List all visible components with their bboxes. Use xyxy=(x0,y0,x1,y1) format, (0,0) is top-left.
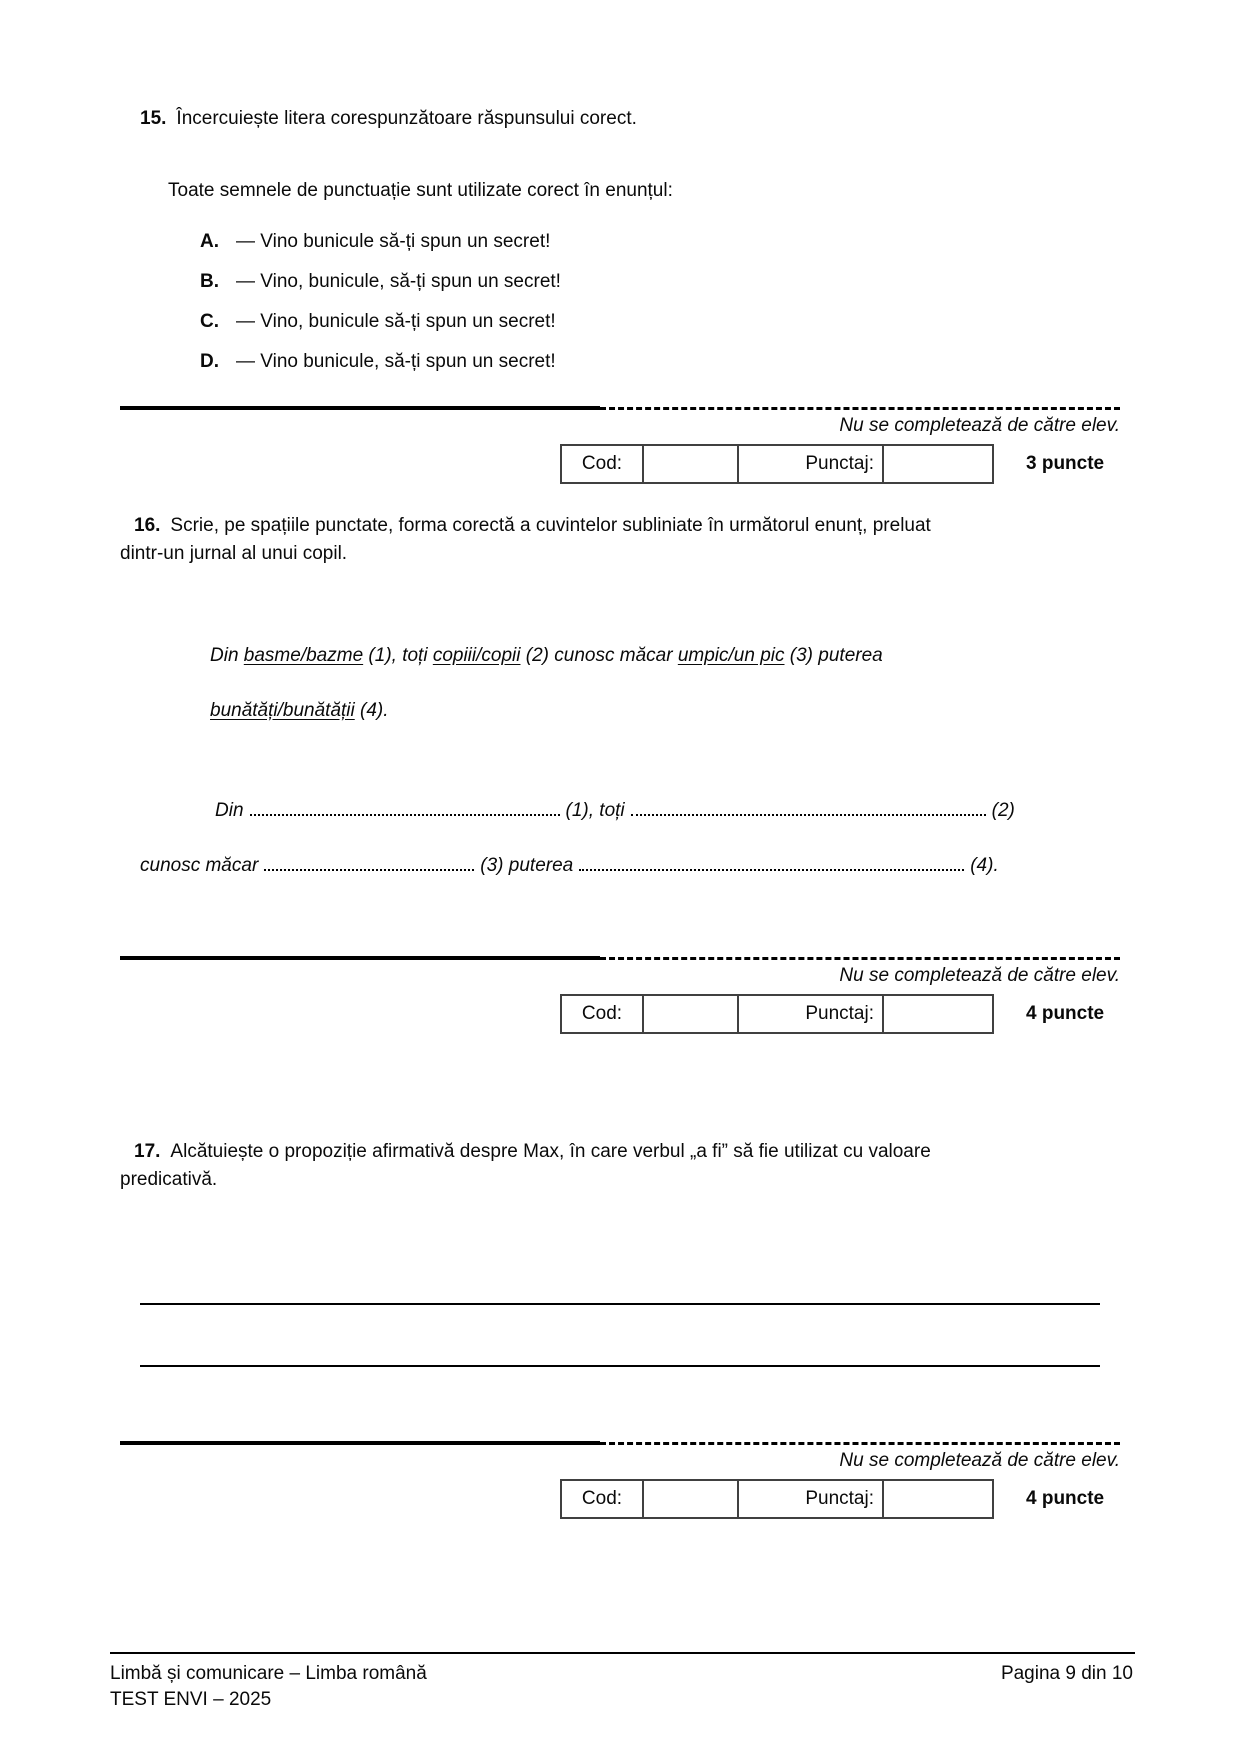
no-fill-note: Nu se completează de către elev. xyxy=(839,965,1120,986)
dotted-blank-2 xyxy=(631,800,986,816)
punctaj-label: Punctaj: xyxy=(737,1481,882,1517)
answer-line-1 xyxy=(140,1303,1100,1305)
option-row-d xyxy=(200,342,561,382)
divider-line xyxy=(120,1441,1120,1447)
option-row-a xyxy=(200,222,561,262)
scoring-strip-q17 xyxy=(120,1441,1120,1519)
option-text: — Vino bunicule să-ți spun un secret! xyxy=(236,231,551,252)
divider-solid-segment xyxy=(120,406,600,410)
divider-solid-segment xyxy=(120,1441,600,1445)
passage-line-1: Din basme/bazme (1), toți copiii/copii (2) cunosc măcar umpic/un pic (3) puterea xyxy=(210,645,883,666)
punctaj-label: Punctaj: xyxy=(737,996,882,1032)
option-letter: C. xyxy=(200,311,219,332)
question-17-prompt xyxy=(120,1138,1130,1194)
divider-line xyxy=(120,406,1120,412)
cod-label: Cod: xyxy=(581,453,623,474)
option-text: — Vino, bunicule să-ți spun un secret! xyxy=(236,311,556,332)
underlined-word-4: bunătăți/bunătății xyxy=(210,700,355,721)
underlined-word-3: umpic/un pic xyxy=(677,645,785,666)
option-row-c xyxy=(200,302,561,342)
cod-input-box xyxy=(642,446,737,482)
divider-dotted-segment xyxy=(600,1442,1120,1445)
scoring-strip-q15 xyxy=(120,406,1120,484)
cod-label: Cod: xyxy=(581,1488,623,1509)
footer-page-number: Pagina 9 din 10 xyxy=(1000,1663,1133,1684)
question-16-prompt-line1: Scrie, pe spațiile punctate, forma corectă a cuvintelor subliniate în următorul enunț, preluat xyxy=(170,515,931,536)
no-fill-note: Nu se completează de către elev. xyxy=(839,415,1120,436)
question-16-prompt-line2: dintr-un jurnal al unui copil. xyxy=(120,543,348,564)
option-letter: A. xyxy=(200,231,219,252)
underlined-word-1: basme/bazme xyxy=(243,645,364,666)
punctaj-input-box xyxy=(882,1481,992,1517)
fill-line-1: Din (1), toți (2) xyxy=(215,800,1015,821)
answer-line-2 xyxy=(140,1365,1100,1367)
question-17-prompt-line1: Alcătuiește o propoziție afirmativă despre Max, în care verbul „a fi” să fie utilizat cu valoare xyxy=(170,1141,931,1162)
divider-line xyxy=(120,956,1120,962)
question-15-prompt: Încercuiește litera corespunzătoare răspunsului corect. xyxy=(176,108,637,129)
cod-punctaj-table xyxy=(560,444,994,484)
footer-rule xyxy=(110,1652,1135,1654)
question-15-heading xyxy=(140,108,637,130)
score-row xyxy=(120,1479,1120,1519)
score-row xyxy=(120,994,1120,1034)
question-17-number: 17. xyxy=(134,1141,161,1162)
question-15-number: 15. xyxy=(140,108,167,129)
question-15-statement: Toate semnele de punctuație sunt utilizate corect în enunțul: xyxy=(168,180,673,201)
option-letter: B. xyxy=(200,271,219,292)
punctaj-input-box xyxy=(882,996,992,1032)
cod-punctaj-table xyxy=(560,994,994,1034)
punctaj-label: Punctaj: xyxy=(737,446,882,482)
punctaj-input-box xyxy=(882,446,992,482)
points-label: 3 puncte xyxy=(1026,453,1105,474)
cod-punctaj-table xyxy=(560,1479,994,1519)
score-row xyxy=(120,444,1120,484)
question-17-prompt-line2: predicativă. xyxy=(120,1169,218,1190)
dotted-blank-3 xyxy=(264,855,474,871)
question-16-number: 16. xyxy=(134,515,161,536)
cod-label: Cod: xyxy=(581,1003,623,1024)
option-row-b xyxy=(200,262,561,302)
option-letter: D. xyxy=(200,351,219,372)
divider-dotted-segment xyxy=(600,407,1120,410)
underlined-word-2: copiii/copii xyxy=(432,645,521,666)
cod-input-box xyxy=(642,1481,737,1517)
option-text: — Vino bunicule, să-ți spun un secret! xyxy=(236,351,556,372)
footer-left xyxy=(110,1661,427,1713)
points-label: 4 puncte xyxy=(1026,1488,1105,1509)
passage-line-2: bunătăți/bunătății (4). xyxy=(210,700,389,721)
cod-input-box xyxy=(642,996,737,1032)
footer-course: Limbă și comunicare – Limba română xyxy=(110,1663,427,1684)
dotted-blank-4 xyxy=(579,855,964,871)
no-fill-note: Nu se completează de către elev. xyxy=(839,1450,1120,1471)
option-text: — Vino, bunicule, să-ți spun un secret! xyxy=(236,271,561,292)
divider-dotted-segment xyxy=(600,957,1120,960)
question-15-options xyxy=(200,222,561,382)
points-label: 4 puncte xyxy=(1026,1003,1105,1024)
divider-solid-segment xyxy=(120,956,600,960)
fill-line-2: cunosc măcar (3) puterea (4). xyxy=(140,855,999,876)
dotted-blank-1 xyxy=(250,800,560,816)
footer-test-name: TEST ENVI – 2025 xyxy=(110,1689,272,1710)
scoring-strip-q16 xyxy=(120,956,1120,1034)
question-16-prompt xyxy=(120,512,1130,568)
